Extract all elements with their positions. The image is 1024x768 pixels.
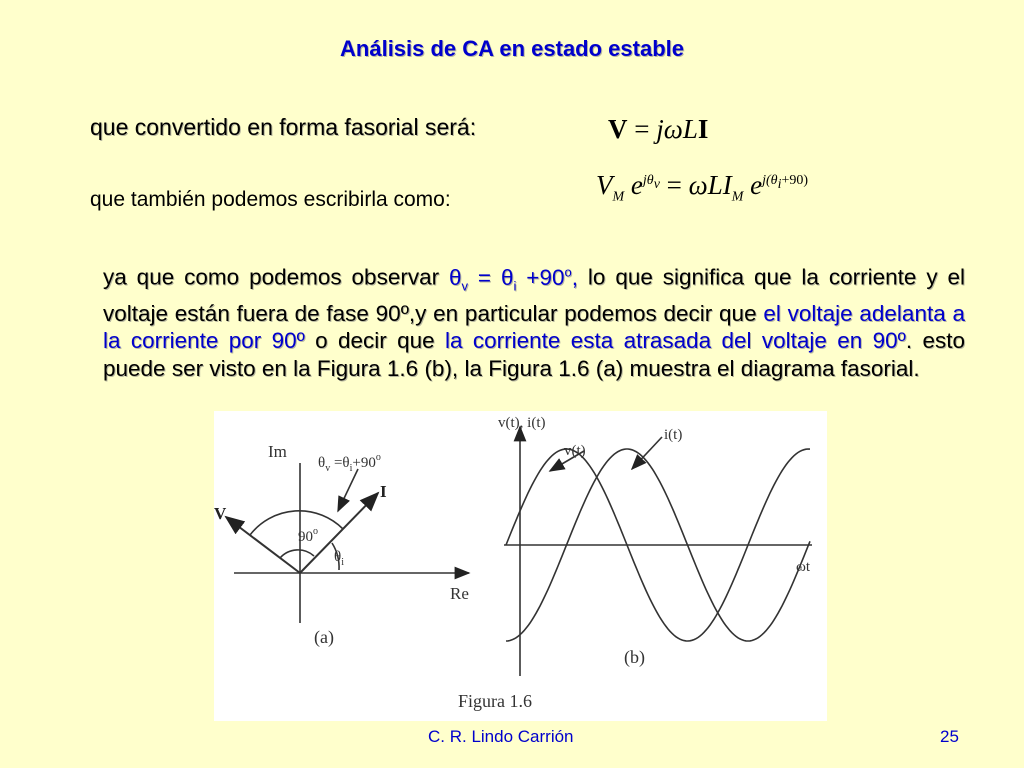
label-it: i(t) bbox=[664, 427, 683, 443]
eq2-exp1-sub: v bbox=[653, 176, 660, 192]
label-a: (a) bbox=[314, 627, 334, 647]
explanation-paragraph bbox=[103, 258, 965, 382]
hl-eq-theta: = θ bbox=[468, 264, 514, 290]
eq-j: j bbox=[656, 114, 664, 144]
label-relation: $\theta_v =\theta_i+90^o$ bbox=[318, 452, 381, 474]
para-highlight-theta bbox=[449, 264, 578, 293]
label-theta-i: $\theta_i$ bbox=[334, 549, 344, 568]
eq-l: L bbox=[682, 114, 698, 144]
label-b: (b) bbox=[624, 647, 645, 667]
eq2-m2-sub: M bbox=[731, 189, 744, 205]
label-v: V bbox=[214, 504, 227, 523]
arc-small bbox=[280, 550, 314, 558]
eq-omega: ω bbox=[663, 114, 683, 144]
equation-phasor bbox=[608, 114, 708, 145]
eq2-e2: e bbox=[750, 170, 763, 200]
eq2-exp2: j(θ bbox=[762, 173, 778, 188]
footer-author: C. R. Lindo Carrión bbox=[428, 727, 574, 746]
para-highlight-lags: la corriente esta atrasada del voltaje en 90º bbox=[445, 328, 906, 353]
eq-i: I bbox=[697, 114, 709, 144]
pointer-it bbox=[632, 437, 662, 469]
label-vt-it: v(t), i(t) bbox=[498, 415, 546, 431]
eq2-exp1: jθ bbox=[642, 173, 654, 188]
para-part3: o decir que bbox=[304, 328, 446, 353]
intro-text-phasor: que convertido en forma fasorial será: bbox=[90, 114, 477, 140]
eq-equals: = bbox=[634, 114, 650, 144]
hl-deg: o bbox=[564, 264, 572, 279]
phasor-v bbox=[226, 517, 300, 573]
equation-exponential bbox=[596, 170, 808, 205]
label-re: Re bbox=[450, 584, 469, 603]
hl-sub-i: i bbox=[513, 278, 517, 293]
label-90: 90$^o$ bbox=[298, 526, 318, 545]
para-part2: lo que significa que la corriente y el voltaje están fuera de fase 90º,y en particular podemos decir que bbox=[103, 264, 965, 326]
figure-svg bbox=[214, 411, 827, 721]
label-wt: ωt bbox=[796, 559, 811, 575]
intro-text-alternative: que también podemos escribirla como: bbox=[90, 188, 451, 211]
eq2-equals: = bbox=[666, 170, 682, 200]
hl-sub-v: v bbox=[461, 278, 469, 293]
label-i: I bbox=[380, 482, 387, 501]
eq2-vm: V bbox=[596, 170, 613, 200]
eq2-m-sub: M bbox=[612, 189, 625, 205]
page-number: 25 bbox=[940, 727, 959, 746]
hl-theta: θ bbox=[449, 264, 462, 290]
eq2-omega-li: ωLI bbox=[688, 170, 732, 200]
hl-plus90: +90 bbox=[516, 264, 565, 290]
eq2-exp2-end: +90) bbox=[781, 173, 809, 188]
phasor-diagram bbox=[226, 463, 469, 623]
waveform-diagram bbox=[504, 427, 812, 676]
eq2-exp2-sub: i bbox=[777, 176, 782, 192]
para-highlight-leads: el voltaje adelanta a la corriente por 90º bbox=[103, 300, 965, 353]
figure-caption: Figura 1.6 bbox=[458, 691, 532, 711]
relation-pointer bbox=[338, 469, 358, 511]
eq-v: V bbox=[608, 114, 628, 144]
slide-title: Análisis de CA en estado estable bbox=[340, 36, 684, 61]
arc-90 bbox=[250, 511, 343, 535]
para-part1: ya que como podemos observar bbox=[103, 264, 449, 290]
hl-comma: , bbox=[571, 264, 578, 290]
label-vt: v(t) bbox=[564, 443, 586, 459]
eq2-e: e bbox=[630, 170, 643, 200]
para-part4: . esto puede ser visto en la Figura 1.6 (b), la Figura 1.6 (a) muestra el diagrama fasorial. bbox=[103, 328, 966, 381]
figure-1-6 bbox=[214, 411, 827, 721]
label-im: Im bbox=[268, 442, 287, 461]
